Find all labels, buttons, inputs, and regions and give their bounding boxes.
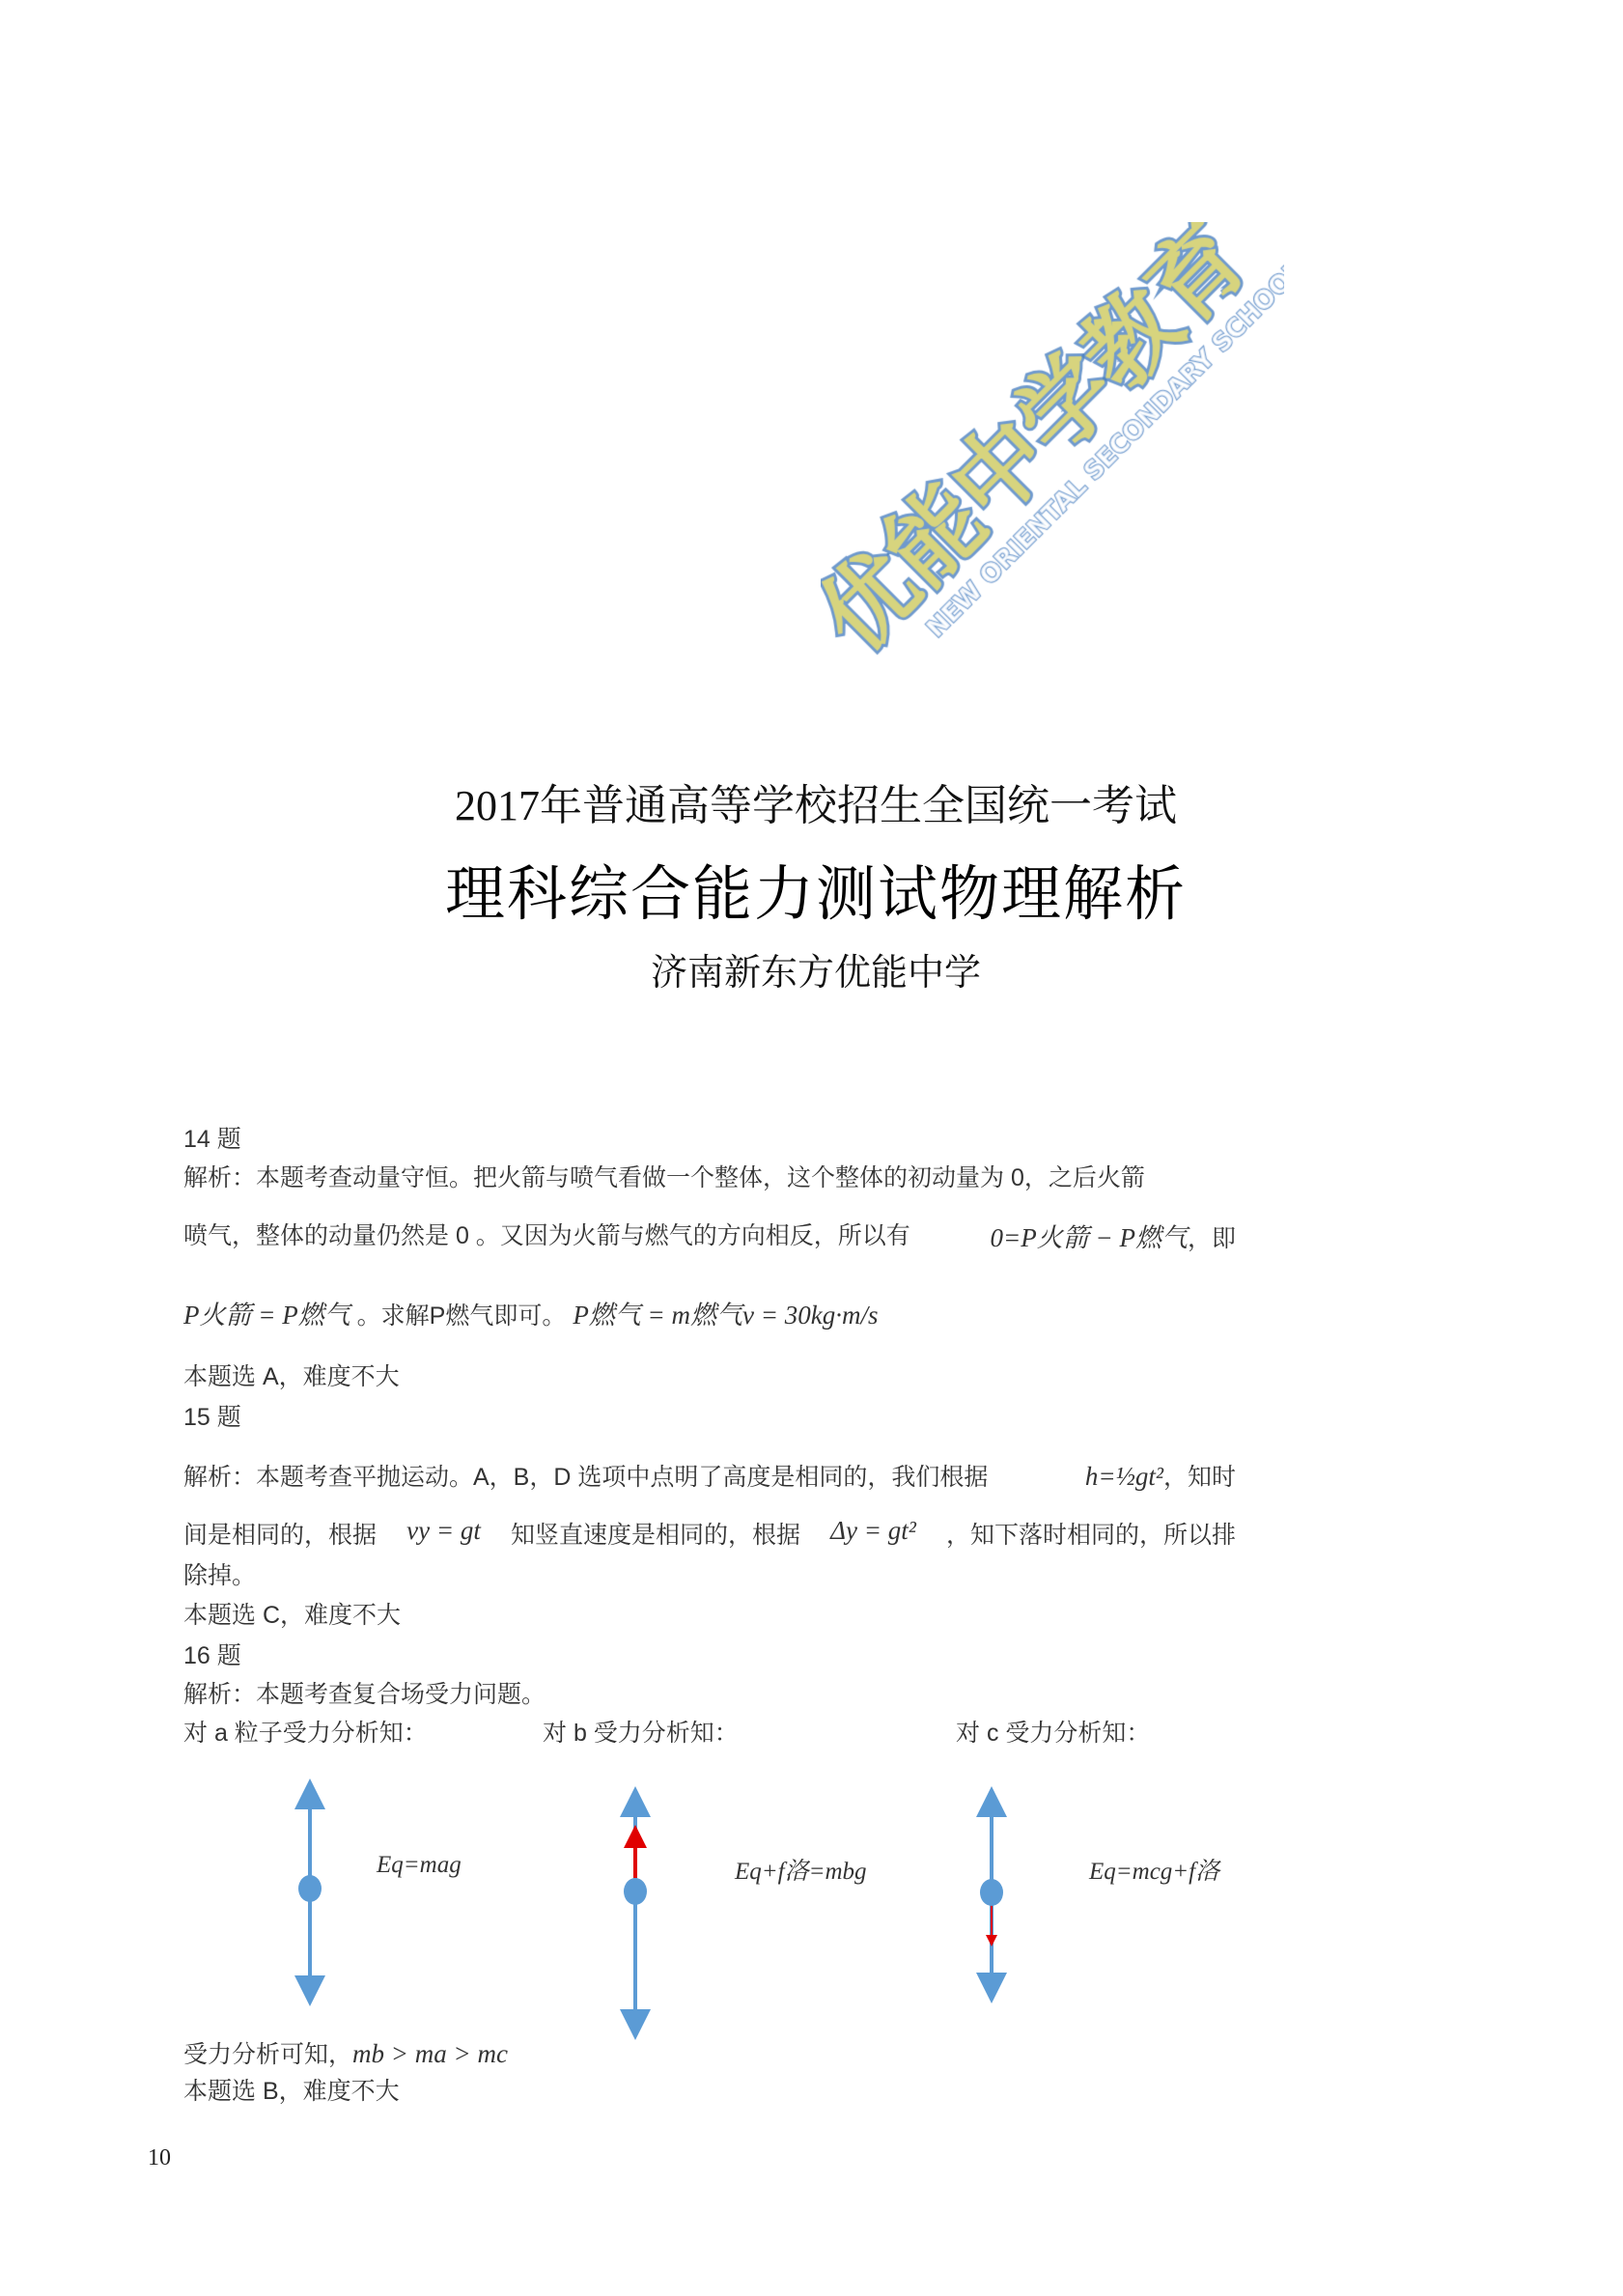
- q15-formula-delta: Δy = gt²: [830, 1516, 916, 1545]
- q15-line3: 除掉。: [183, 1562, 257, 1589]
- q14-line3-mid: 。求解P燃气即可。: [356, 1302, 567, 1330]
- q14-line2-formula: 0=P火箭 − P燃气: [990, 1223, 1188, 1252]
- q16-mass-inequality: mb > ma > mc: [352, 2039, 508, 2068]
- q15-line2-b: 知竖直速度是相同的，根据: [511, 1522, 801, 1549]
- exam-title: 2017年普通高等学校招生全国统一考试: [455, 782, 1177, 829]
- particle-dot: [298, 1875, 322, 1902]
- q15-line1: [183, 1458, 1236, 1493]
- q15-formula-height: h=½gt²: [1084, 1462, 1163, 1491]
- q16-label-c: 对 c 受力分析知：: [956, 1720, 1151, 1747]
- diagram-particle-b: [624, 1802, 647, 2025]
- equation-a: Eq=mag: [377, 1852, 462, 1878]
- q16-answer: 本题选 B，难度不大: [183, 2078, 400, 2105]
- watermark-logo: [821, 222, 1284, 686]
- equation-c: Eq=mcg+f洛: [1089, 1859, 1220, 1885]
- document-title: 理科综合能力测试物理解析: [444, 861, 1187, 928]
- q14-formula-result: P燃气 = m燃气v = 30kg·m/s: [573, 1301, 879, 1330]
- q15-line2: [183, 1516, 1236, 1551]
- q15-heading: 15 题: [183, 1404, 241, 1431]
- particle-dot: [980, 1879, 1003, 1906]
- q14-answer: 本题选 A，难度不大: [183, 1363, 400, 1390]
- particle-dot: [624, 1878, 647, 1905]
- diagram-particle-a: [298, 1794, 322, 1991]
- q14-line2-text: 喷气，整体的动量仍然是 0 。又因为火箭与燃气的方向相反，所以有: [183, 1222, 910, 1249]
- q14-line3: [183, 1294, 878, 1331]
- q16-line1: 解析：本题考查复合场受力问题。: [183, 1681, 546, 1708]
- q15-answer: 本题选 C，难度不大: [183, 1602, 402, 1629]
- page-number: 10: [148, 2145, 171, 2170]
- q14-line2: [183, 1217, 1236, 1254]
- q14-line2-end: ，即: [1187, 1225, 1236, 1252]
- author-school: 济南新东方优能中学: [650, 953, 981, 994]
- q16-conclusion-text: 受力分析可知，: [183, 2041, 353, 2068]
- q15-line1-text: 解析：本题考查平抛运动。A，B，D 选项中点明了高度是相同的，我们根据: [183, 1464, 989, 1491]
- q16-label-a: 对 a 粒子受力分析知：: [183, 1720, 428, 1747]
- q16-label-b: 对 b 受力分析知：: [543, 1720, 739, 1747]
- q15-line2-a: 间是相同的，根据: [183, 1522, 378, 1549]
- diagram-particle-c: [980, 1802, 1003, 1988]
- q16-heading: 16 题: [183, 1642, 241, 1669]
- equation-b: Eq+f洛=mbg: [735, 1859, 867, 1885]
- q14-formula-equal: P火箭 = P燃气: [183, 1301, 350, 1330]
- q14-line1: 解析：本题考查动量守恒。把火箭与喷气看做一个整体，这个整体的初动量为 0，之后火箭: [183, 1164, 1145, 1191]
- q16-conclusion: [183, 2035, 508, 2070]
- q14-heading: 14 题: [183, 1126, 241, 1153]
- q15-line1-end: ，知时: [1162, 1464, 1236, 1491]
- q15-formula-velocity: vy = gt: [406, 1516, 481, 1545]
- q15-line2-c: ，知下落时相同的，所以排: [945, 1522, 1236, 1549]
